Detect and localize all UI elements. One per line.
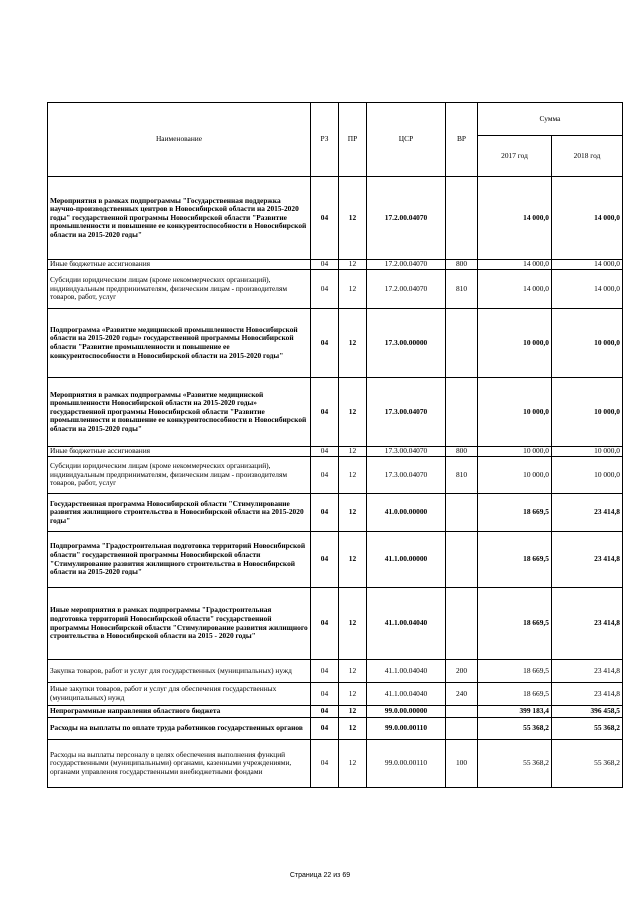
row-pr: 12 bbox=[339, 457, 367, 494]
row-vr bbox=[446, 309, 478, 378]
row-csr: 17.3.00.00000 bbox=[367, 309, 446, 378]
row-csr: 17.2.00.04070 bbox=[367, 260, 446, 270]
row-name: Закупка товаров, работ и услуг для государственных (муниципальных) нужд bbox=[48, 660, 311, 683]
row-rz: 04 bbox=[311, 447, 339, 457]
row-name: Подпрограмма "Градостроительная подготовка территорий Новосибирской области" государственной программы Новосибирской области "Стимулирование развития жилищного строительства в Новосибирской области на 2015-2020 годы" bbox=[48, 532, 311, 588]
row-rz: 04 bbox=[311, 532, 339, 588]
row-csr: 17.3.00.04070 bbox=[367, 457, 446, 494]
row-vr bbox=[446, 532, 478, 588]
row-vr bbox=[446, 177, 478, 260]
header-rz: РЗ bbox=[311, 103, 339, 177]
row-sum-2018: 23 414,8 bbox=[552, 532, 623, 588]
table-row bbox=[48, 740, 623, 788]
row-vr bbox=[446, 718, 478, 740]
row-csr: 17.3.00.04070 bbox=[367, 447, 446, 457]
row-pr: 12 bbox=[339, 447, 367, 457]
row-csr: 99.0.00.00110 bbox=[367, 718, 446, 740]
row-sum-2018: 396 458,5 bbox=[552, 706, 623, 718]
table-row bbox=[48, 494, 623, 532]
header-pr: ПР bbox=[339, 103, 367, 177]
table-row bbox=[48, 447, 623, 457]
row-sum-2017: 10 000,0 bbox=[478, 378, 552, 447]
row-csr: 17.2.00.04070 bbox=[367, 270, 446, 309]
row-rz: 04 bbox=[311, 270, 339, 309]
row-vr: 800 bbox=[446, 447, 478, 457]
row-csr: 99.0.00.00000 bbox=[367, 706, 446, 718]
page-footer: Страница 22 из 69 bbox=[289, 872, 351, 879]
row-sum-2018: 55 368,2 bbox=[552, 718, 623, 740]
table-row bbox=[48, 706, 623, 718]
row-pr: 12 bbox=[339, 588, 367, 660]
row-name: Иные закупки товаров, работ и услуг для обеспечения государственных (муниципальных) нужд bbox=[48, 683, 311, 706]
table-row bbox=[48, 588, 623, 660]
table-row bbox=[48, 683, 623, 706]
row-rz: 04 bbox=[311, 718, 339, 740]
row-csr: 41.1.00.04040 bbox=[367, 660, 446, 683]
row-sum-2018: 10 000,0 bbox=[552, 457, 623, 494]
row-sum-2017: 10 000,0 bbox=[478, 447, 552, 457]
row-pr: 12 bbox=[339, 718, 367, 740]
row-pr: 12 bbox=[339, 177, 367, 260]
table-row bbox=[48, 309, 623, 378]
row-vr: 240 bbox=[446, 683, 478, 706]
row-rz: 04 bbox=[311, 260, 339, 270]
row-name: Подпрограмма «Развитие медицинской промышленности Новосибирской области на 2015-2020 годы» государственной программы Новосибирской области "Развитие промышленности и повышение ее конкурентоспособности в Новосибирской области на 2015-2020 годы" bbox=[48, 309, 311, 378]
row-sum-2017: 14 000,0 bbox=[478, 270, 552, 309]
row-pr: 12 bbox=[339, 706, 367, 718]
row-pr: 12 bbox=[339, 270, 367, 309]
row-name: Иные мероприятия в рамках подпрограммы "Градостроительная подготовка территорий Новосибирской области" государственной программы Новосибирской области "Стимулирование развития жилищного строительства в Новосибирской области на 2015 - 2020 годы" bbox=[48, 588, 311, 660]
row-vr: 100 bbox=[446, 740, 478, 788]
row-pr: 12 bbox=[339, 683, 367, 706]
row-pr: 12 bbox=[339, 378, 367, 447]
row-sum-2017: 14 000,0 bbox=[478, 177, 552, 260]
table-row bbox=[48, 718, 623, 740]
table-row bbox=[48, 532, 623, 588]
row-csr: 41.1.00.04040 bbox=[367, 588, 446, 660]
table-row bbox=[48, 660, 623, 683]
row-rz: 04 bbox=[311, 457, 339, 494]
row-name: Мероприятия в рамках подпрограммы "Государственная поддержка научно-производственных центров в Новосибирской области на 2015-2020 годы" государственной программы Новосибирской области "Развитие промышленности и повышение ее конкурентоспособности в Новосибирской области на 2015-2020 годы" bbox=[48, 177, 311, 260]
table-row bbox=[48, 177, 623, 260]
row-sum-2018: 14 000,0 bbox=[552, 260, 623, 270]
row-csr: 17.3.00.04070 bbox=[367, 378, 446, 447]
row-pr: 12 bbox=[339, 740, 367, 788]
row-vr: 810 bbox=[446, 457, 478, 494]
row-pr: 12 bbox=[339, 309, 367, 378]
row-sum-2018: 23 414,8 bbox=[552, 494, 623, 532]
row-sum-2017: 10 000,0 bbox=[478, 309, 552, 378]
row-csr: 41.1.00.04040 bbox=[367, 683, 446, 706]
row-csr: 17.2.00.04070 bbox=[367, 177, 446, 260]
row-name: Мероприятия в рамках подпрограммы «Развитие медицинской промышленности Новосибирской области на 2015-2020 годы» государственной программы Новосибирской области "Развитие промышленности и повышение ее конкурентоспособности в Новосибирской области на 2015-2020 годы" bbox=[48, 378, 311, 447]
row-sum-2017: 18 669,5 bbox=[478, 683, 552, 706]
row-sum-2017: 18 669,5 bbox=[478, 494, 552, 532]
row-vr: 810 bbox=[446, 270, 478, 309]
row-vr bbox=[446, 588, 478, 660]
row-vr: 200 bbox=[446, 660, 478, 683]
row-sum-2017: 14 000,0 bbox=[478, 260, 552, 270]
row-sum-2017: 399 183,4 bbox=[478, 706, 552, 718]
row-rz: 04 bbox=[311, 706, 339, 718]
row-rz: 04 bbox=[311, 660, 339, 683]
header-name: Наименование bbox=[48, 103, 311, 177]
row-vr bbox=[446, 378, 478, 447]
row-rz: 04 bbox=[311, 740, 339, 788]
header-csr: ЦСР bbox=[367, 103, 446, 177]
row-sum-2018: 23 414,8 bbox=[552, 683, 623, 706]
header-year-2017: 2017 год bbox=[478, 136, 552, 177]
row-sum-2018: 14 000,0 bbox=[552, 177, 623, 260]
row-sum-2018: 10 000,0 bbox=[552, 309, 623, 378]
header-sum: Сумма bbox=[478, 103, 623, 136]
row-sum-2017: 55 368,2 bbox=[478, 740, 552, 788]
row-name: Расходы на выплаты по оплате труда работников государственных органов bbox=[48, 718, 311, 740]
row-sum-2017: 18 669,5 bbox=[478, 588, 552, 660]
row-csr: 41.0.00.00000 bbox=[367, 494, 446, 532]
table-row bbox=[48, 457, 623, 494]
row-rz: 04 bbox=[311, 494, 339, 532]
row-rz: 04 bbox=[311, 588, 339, 660]
row-sum-2018: 10 000,0 bbox=[552, 447, 623, 457]
row-rz: 04 bbox=[311, 378, 339, 447]
row-name: Иные бюджетные ассигнования bbox=[48, 260, 311, 270]
header-year-2018: 2018 год bbox=[552, 136, 623, 177]
row-sum-2017: 55 368,2 bbox=[478, 718, 552, 740]
row-sum-2018: 14 000,0 bbox=[552, 270, 623, 309]
row-rz: 04 bbox=[311, 177, 339, 260]
row-pr: 12 bbox=[339, 260, 367, 270]
row-name: Субсидии юридическим лицам (кроме некоммерческих организаций), индивидуальным предпринимателям, физическим лицам - производителям товаров, работ, услуг bbox=[48, 270, 311, 309]
row-sum-2018: 23 414,8 bbox=[552, 660, 623, 683]
row-csr: 99.0.00.00110 bbox=[367, 740, 446, 788]
row-name: Расходы на выплаты персоналу в целях обеспечения выполнения функций государственными (муниципальными) органами, казенными учреждениями, органами управления государственными внебюджетными фондами bbox=[48, 740, 311, 788]
row-vr bbox=[446, 706, 478, 718]
row-sum-2017: 10 000,0 bbox=[478, 457, 552, 494]
table-row bbox=[48, 378, 623, 447]
row-sum-2018: 10 000,0 bbox=[552, 378, 623, 447]
row-csr: 41.1.00.00000 bbox=[367, 532, 446, 588]
row-name: Субсидии юридическим лицам (кроме некоммерческих организаций), индивидуальным предпринимателям, физическим лицам - производителям товаров, работ, услуг bbox=[48, 457, 311, 494]
row-rz: 04 bbox=[311, 683, 339, 706]
row-sum-2017: 18 669,5 bbox=[478, 660, 552, 683]
budget-table bbox=[47, 102, 623, 788]
row-name: Государственная программа Новосибирской области "Стимулирование развития жилищного строительства в Новосибирской области на 2015-2020 годы" bbox=[48, 494, 311, 532]
row-vr: 800 bbox=[446, 260, 478, 270]
row-pr: 12 bbox=[339, 660, 367, 683]
row-sum-2017: 18 669,5 bbox=[478, 532, 552, 588]
row-sum-2018: 23 414,8 bbox=[552, 588, 623, 660]
row-name: Иные бюджетные ассигнования bbox=[48, 447, 311, 457]
row-rz: 04 bbox=[311, 309, 339, 378]
row-name: Непрограммные направления областного бюджета bbox=[48, 706, 311, 718]
header-vr: ВР bbox=[446, 103, 478, 177]
table-row bbox=[48, 270, 623, 309]
row-pr: 12 bbox=[339, 494, 367, 532]
row-pr: 12 bbox=[339, 532, 367, 588]
row-sum-2018: 55 368,2 bbox=[552, 740, 623, 788]
row-vr bbox=[446, 494, 478, 532]
table-row bbox=[48, 260, 623, 270]
